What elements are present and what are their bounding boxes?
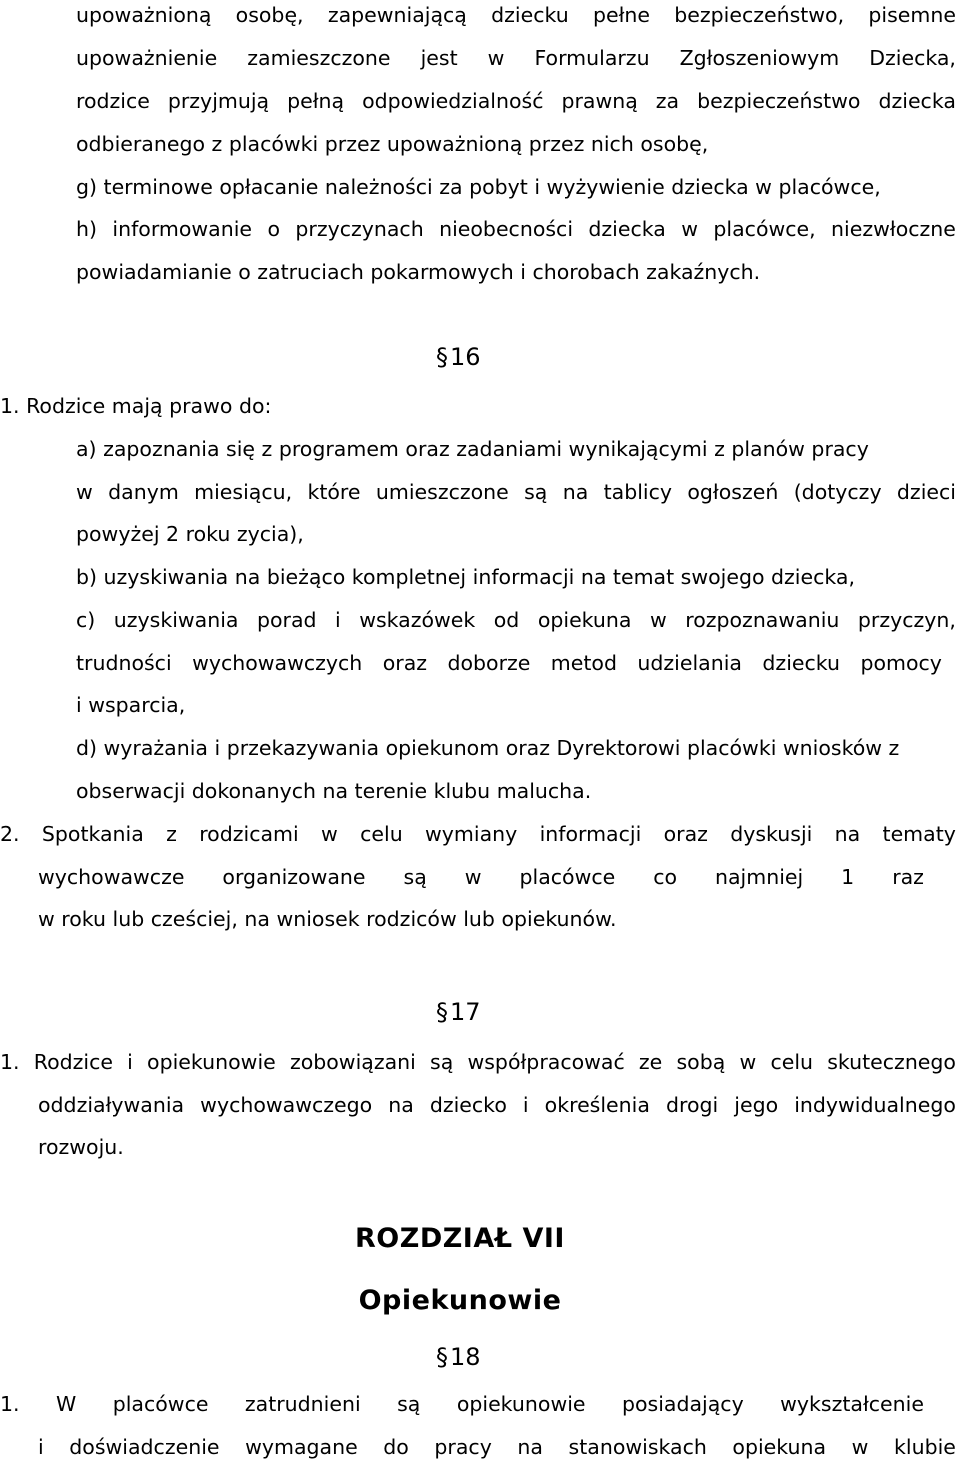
word: uzyskiwania <box>113 608 239 632</box>
word: Dziecka, <box>869 46 956 70</box>
word: ze <box>638 1050 663 1074</box>
word: wychowawczego <box>200 1093 373 1117</box>
list-item-d: d) wyrażania i przekazywania opiekunom oraz Dyrektorowi placówki wniosków z <box>76 736 900 760</box>
word: wychowawczych <box>192 651 363 675</box>
word: prawną <box>561 89 638 113</box>
word: skutecznego <box>827 1050 956 1074</box>
list-item-g: g) terminowe opłacanie należności za pobyt i wyżywienie dziecka w placówce, <box>76 175 881 199</box>
word: informowanie <box>112 217 253 241</box>
text-line <box>38 1437 956 1458</box>
word: tematy <box>882 822 956 846</box>
word: opiekunowie <box>147 1050 276 1074</box>
word: na <box>834 822 861 846</box>
word: co <box>653 865 678 889</box>
word: rozpoznawaniu <box>685 608 840 632</box>
word: w <box>681 217 699 241</box>
word: bezpieczeństwo <box>697 89 861 113</box>
word: c) <box>76 608 96 632</box>
word: dziecku <box>762 651 841 675</box>
text-line <box>76 653 942 674</box>
word: miesiącu, <box>194 480 293 504</box>
word: wskazówek <box>359 608 476 632</box>
word: najmniej <box>714 865 804 889</box>
word: są <box>430 1050 454 1074</box>
text-line <box>76 48 956 69</box>
word: w <box>739 1050 757 1074</box>
word: celu <box>360 822 403 846</box>
word: dziecka <box>878 89 956 113</box>
word: raz <box>892 865 924 889</box>
text-line <box>76 482 956 503</box>
word: opiekuna <box>732 1435 827 1459</box>
word: 2. <box>0 822 20 846</box>
word: które <box>307 480 361 504</box>
word: dziecka <box>588 217 666 241</box>
word: dziecku <box>491 3 569 27</box>
word: zamieszczone <box>247 46 391 70</box>
word: dyskusji <box>730 822 813 846</box>
word: placówce, <box>713 217 816 241</box>
word: dziecko <box>429 1093 507 1117</box>
word: na <box>517 1435 543 1459</box>
word: jest <box>420 46 458 70</box>
text-line: powyżej 2 roku zycia), <box>76 522 304 546</box>
word: opiekuna <box>537 608 632 632</box>
word: w <box>321 822 338 846</box>
chapter-title: ROZDZIAŁ VII <box>355 1223 565 1254</box>
word: 1. <box>0 1392 20 1416</box>
text-line <box>76 91 956 112</box>
text-line: obserwacji dokonanych na terenie klubu malucha. <box>76 779 592 803</box>
item-1 <box>0 1052 956 1073</box>
word: upoważnienie <box>76 46 218 70</box>
word: wymagane <box>245 1435 358 1459</box>
text-line: powiadamianie o zatruciach pokarmowych i chorobach zakaźnych. <box>76 260 761 284</box>
word: oraz <box>382 651 428 675</box>
word: doświadczenie <box>69 1435 220 1459</box>
text-line: rozwoju. <box>38 1135 124 1159</box>
word: i <box>38 1435 44 1459</box>
word: pracy <box>434 1435 492 1459</box>
word: na <box>562 480 589 504</box>
word: na <box>388 1093 414 1117</box>
word: niezwłoczne <box>831 217 956 241</box>
word: indywidualnego <box>794 1093 956 1117</box>
word: 1 <box>841 865 855 889</box>
word: rodzice <box>76 89 150 113</box>
word: organizowane <box>222 865 366 889</box>
word: 1. <box>0 1050 20 1074</box>
word: metod <box>550 651 617 675</box>
word: pełne <box>592 3 650 27</box>
word: przyczynach <box>295 217 424 241</box>
word: oraz <box>663 822 708 846</box>
word: Rodzice <box>33 1050 113 1074</box>
text-line <box>38 1095 956 1116</box>
word: doborze <box>447 651 531 675</box>
word: klubie <box>894 1435 956 1459</box>
word: informacji <box>539 822 642 846</box>
word: stanowiskach <box>568 1435 707 1459</box>
word: w <box>487 46 505 70</box>
word: wymiany <box>425 822 518 846</box>
word: oddziaływania <box>38 1093 185 1117</box>
word: w <box>649 608 667 632</box>
word: bezpieczeństwo, <box>674 3 845 27</box>
word: celu <box>770 1050 814 1074</box>
section-heading-16: §16 <box>436 343 481 371</box>
list-item-b: b) uzyskiwania na bieżąco kompletnej informacji na temat swojego dziecka, <box>76 565 855 589</box>
word: przyczyn, <box>857 608 956 632</box>
word: rodzicami <box>199 822 299 846</box>
word: wychowawcze <box>38 865 185 889</box>
text-line: i wsparcia, <box>76 693 186 717</box>
word: Spotkania <box>41 822 144 846</box>
word: h) <box>76 217 97 241</box>
word: i <box>522 1093 529 1117</box>
word: pełną <box>287 89 345 113</box>
word: w <box>851 1435 869 1459</box>
word: jego <box>734 1093 779 1117</box>
word: przyjmują <box>167 89 270 113</box>
word: współpracować <box>467 1050 625 1074</box>
list-item-c <box>76 610 956 631</box>
word: są <box>524 480 548 504</box>
word: W <box>56 1392 77 1416</box>
word: odpowiedzialność <box>362 89 544 113</box>
word: udzielania <box>637 651 742 675</box>
word: umieszczone <box>375 480 509 504</box>
word: Formularzu <box>534 46 650 70</box>
text-line <box>76 5 956 26</box>
list-item-h <box>76 219 956 240</box>
word: dzieci <box>896 480 956 504</box>
word: placówce <box>112 1392 209 1416</box>
item-2 <box>0 824 956 845</box>
word: danym <box>108 480 179 504</box>
word: z <box>166 822 177 846</box>
item-1 <box>0 1394 924 1415</box>
word: tablicy <box>603 480 673 504</box>
word: są <box>397 1392 421 1416</box>
word: zapewniającą <box>327 3 467 27</box>
item-1-label: 1. Rodzice mają prawo do: <box>0 394 272 418</box>
word: wykształcenie <box>780 1392 924 1416</box>
section-heading-17: §17 <box>436 998 481 1026</box>
word: o <box>267 217 280 241</box>
word: w <box>76 480 93 504</box>
word: i <box>127 1050 133 1074</box>
word: opiekunowie <box>456 1392 586 1416</box>
section-heading-18: §18 <box>436 1343 481 1371</box>
word: pisemne <box>868 3 956 27</box>
chapter-subtitle: Opiekunowie <box>358 1285 562 1316</box>
word: trudności <box>76 651 172 675</box>
word: i <box>335 608 341 632</box>
word: zobowiązani <box>289 1050 416 1074</box>
word: w <box>464 865 482 889</box>
list-item-a: a) zapoznania się z programem oraz zadaniami wynikającymi z planów pracy <box>76 437 869 461</box>
word: placówce <box>519 865 616 889</box>
word: Zgłoszeniowym <box>679 46 840 70</box>
text-line: w roku lub cześciej, na wniosek rodziców lub opiekunów. <box>38 907 617 931</box>
word: za <box>655 89 680 113</box>
text-line: odbieranego z placówki przez upoważnioną przez nich osobę, <box>76 132 709 156</box>
word: pomocy <box>860 651 942 675</box>
word: określenia <box>544 1093 650 1117</box>
word: nieobecności <box>439 217 574 241</box>
word: (dotyczy <box>793 480 882 504</box>
word: osobę, <box>235 3 304 27</box>
word: porad <box>256 608 317 632</box>
word: ogłoszeń <box>687 480 779 504</box>
word: drogi <box>665 1093 719 1117</box>
text-line <box>38 867 924 888</box>
word: sobą <box>676 1050 726 1074</box>
word: od <box>493 608 520 632</box>
word: upoważnioną <box>76 3 212 27</box>
word: do <box>383 1435 409 1459</box>
word: posiadający <box>621 1392 744 1416</box>
word: są <box>403 865 427 889</box>
word: zatrudnieni <box>244 1392 361 1416</box>
